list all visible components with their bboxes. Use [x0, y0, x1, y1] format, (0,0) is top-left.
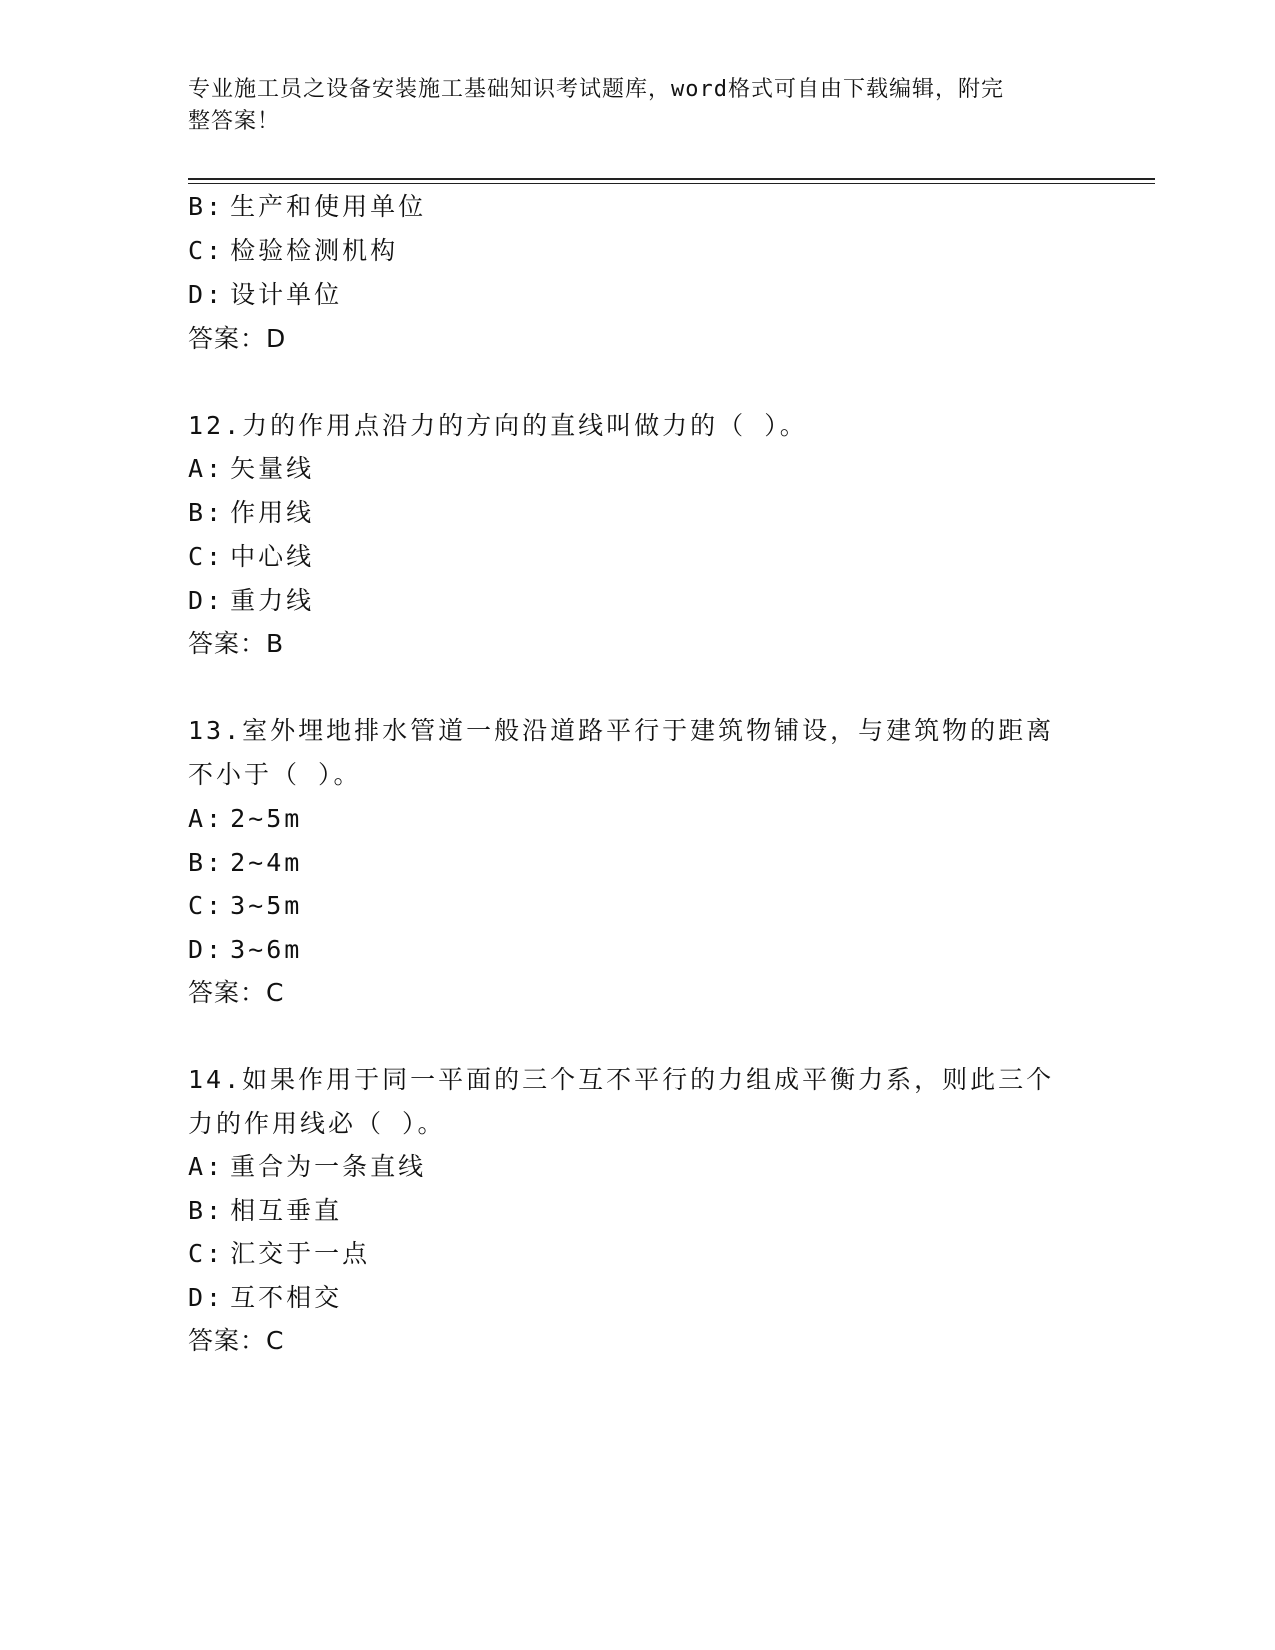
option-line	[188, 452, 314, 486]
question-stem: 力的作用线必（ ）。	[188, 1109, 446, 1138]
option-text: 生产和使用单位	[230, 192, 427, 221]
header-rule-thin	[188, 183, 1155, 184]
option-key: C:	[188, 542, 225, 571]
option-line	[188, 190, 426, 224]
option-line	[188, 234, 398, 268]
option-key: D:	[188, 280, 225, 309]
option-key: D:	[188, 586, 225, 615]
option-text: 相互垂直	[230, 1196, 343, 1225]
option-text: 矢量线	[230, 454, 315, 483]
document-header	[188, 74, 1068, 138]
option-text: 3~5m	[230, 891, 303, 920]
option-key: C:	[188, 891, 225, 920]
option-key: A:	[188, 454, 225, 483]
header-line-2: 整答案！	[188, 109, 281, 134]
option-line	[188, 933, 302, 967]
option-text: 汇交于一点	[230, 1239, 371, 1268]
question-stem: 13.室外埋地排水管道一般沿道路平行于建筑物铺设，与建筑物的距离	[188, 716, 1055, 745]
option-line	[188, 1194, 342, 1228]
option-text: 设计单位	[230, 280, 343, 309]
option-text: 2~5m	[230, 804, 303, 833]
option-key: B:	[188, 848, 225, 877]
option-key: A:	[188, 1152, 225, 1181]
option-key: C:	[188, 236, 225, 265]
answer-line: 答案：B	[188, 629, 285, 658]
option-text: 2~4m	[230, 848, 303, 877]
option-text: 互不相交	[230, 1283, 343, 1312]
header-rule-thick	[188, 178, 1155, 180]
option-key: B:	[188, 192, 225, 221]
option-line	[188, 1281, 342, 1315]
option-key: C:	[188, 1239, 225, 1268]
option-line	[188, 889, 302, 923]
option-key: D:	[188, 1283, 225, 1312]
option-line	[188, 846, 302, 880]
option-key: D:	[188, 935, 225, 964]
option-line	[188, 278, 342, 312]
option-text: 作用线	[230, 498, 315, 527]
question-stem: 12.力的作用点沿力的方向的直线叫做力的（ ）。	[188, 411, 808, 440]
option-line	[188, 1150, 426, 1184]
option-line	[188, 540, 314, 574]
option-text: 重力线	[230, 586, 315, 615]
option-key: B:	[188, 1196, 225, 1225]
question-stem: 不小于（ ）。	[188, 760, 362, 789]
answer-line: 答案：D	[188, 324, 287, 353]
question-stem: 14.如果作用于同一平面的三个互不平行的力组成平衡力系，则此三个	[188, 1065, 1055, 1094]
header-line-1: 专业施工员之设备安装施工基础知识考试题库，word格式可自由下载编辑，附完	[188, 77, 1004, 102]
option-text: 重合为一条直线	[230, 1152, 427, 1181]
option-line	[188, 802, 302, 836]
option-text: 中心线	[230, 542, 315, 571]
option-line	[188, 1237, 370, 1271]
option-line	[188, 584, 314, 618]
option-key: A:	[188, 804, 225, 833]
option-text: 检验检测机构	[230, 236, 399, 265]
option-line	[188, 496, 314, 530]
option-text: 3~6m	[230, 935, 303, 964]
answer-line: 答案：C	[188, 1326, 285, 1355]
answer-line: 答案：C	[188, 978, 285, 1007]
option-key: B:	[188, 498, 225, 527]
